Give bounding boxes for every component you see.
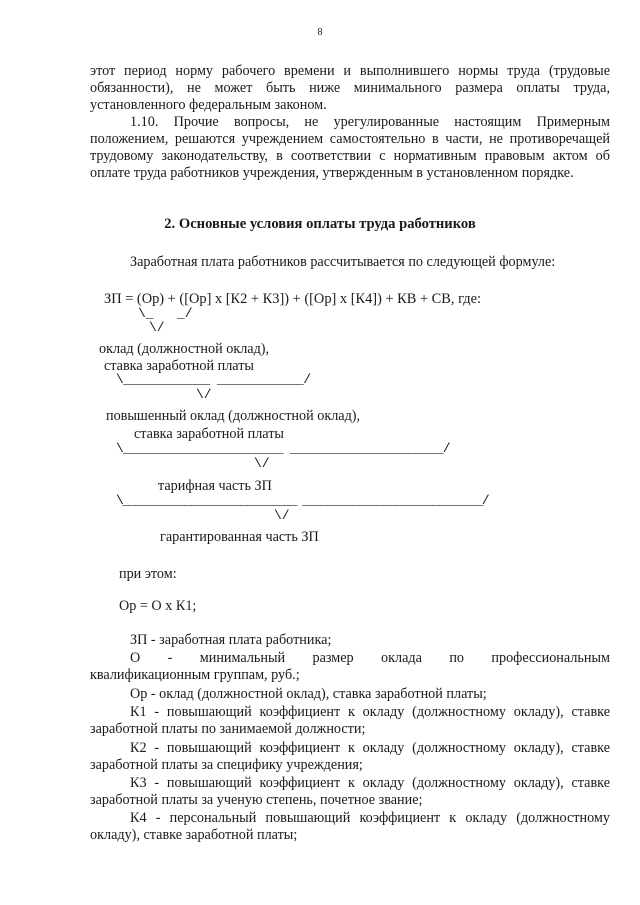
op-formula: Ор = О х К1; — [119, 598, 197, 614]
definition-o-first-line — [90, 650, 610, 667]
brace-3-top: \_______________________ ______________________/ — [116, 441, 450, 456]
paragraph-clause-1-10: 1.10. Прочие вопросы, не урегулированные настоящим Примерным положением, решаются учреждением самостоятельно в части, не противоречащей трудовому законодательству, в соответствии с нормативным правовым актом об оплате труда работников учреждения, утвержденным в установленном порядке. — [90, 114, 610, 181]
definition-o-word: О — [130, 650, 141, 666]
brace-4-bottom: \/ — [274, 508, 290, 523]
formula-intro: Заработная плата работников рассчитывается по следующей формуле: — [130, 254, 556, 270]
definition-o-word: оклада — [381, 650, 422, 666]
definition-k2: К2 - повышающий коэффициент к окладу (должностному окладу), ставке заработной платы за специфику учреждения; — [90, 740, 610, 773]
label-guaranteed-part: гарантированная часть ЗП — [160, 529, 319, 545]
definition-k1: К1 - повышающий коэффициент к окладу (должностному окладу), ставке заработной платы по занимаемой должности; — [90, 704, 610, 737]
label-raised-salary-2: ставка заработной платы — [134, 426, 284, 442]
label-base-salary-1: оклад (должностной оклад), — [99, 341, 270, 357]
definition-o-word: минимальный — [199, 650, 286, 666]
definition-o — [90, 650, 610, 684]
salary-formula: ЗП = (Ор) + ([Ор] х [К2 + К3]) + ([Ор] х [К4]) + КВ + СВ, где: — [104, 291, 481, 307]
page-number: 8 — [317, 27, 323, 38]
where-label: при этом: — [119, 566, 177, 582]
definition-zp: ЗП - заработная плата работника; — [130, 632, 332, 648]
brace-1-bottom: \/ — [149, 320, 165, 335]
definition-o-word: профессиональным — [491, 650, 610, 666]
label-raised-salary-1: повышенный оклад (должностной оклад), — [106, 408, 361, 424]
definition-o-word: размер — [312, 650, 354, 666]
brace-4-top: \____________________________ _____________________________/ — [116, 493, 489, 508]
definition-k3: К3 - повышающий коэффициент к окладу (должностному окладу), ставке заработной платы за ученую степень, почетное звание; — [90, 775, 610, 808]
definition-k4: К4 - персональный повышающий коэффициент к окладу (должностному окладу), ставке заработной платы; — [90, 810, 610, 843]
definition-o-word: - — [167, 650, 173, 666]
label-base-salary-2: ставка заработной платы — [104, 358, 254, 374]
brace-2-bottom: \/ — [196, 387, 212, 402]
definition-op: Ор - оклад (должностной оклад), ставка заработной платы; — [130, 686, 487, 702]
definition-o-word: по — [449, 650, 465, 666]
label-tariff-part: тарифная часть ЗП — [158, 478, 272, 494]
definition-o-rest: квалификационным группам, руб.; — [90, 667, 300, 683]
brace-3-bottom: \/ — [254, 456, 270, 471]
brace-1-top: \_ _/ — [138, 306, 193, 321]
section-heading: 2. Основные условия оплаты труда работников — [164, 216, 476, 232]
brace-2-top: \____________ ____________/ — [116, 372, 311, 387]
paragraph-continuation: этот период норму рабочего времени и выполнившего нормы труда (трудовые обязанности), не может быть ниже минимального размера оплаты труда, установленного федеральным законом. — [90, 63, 610, 113]
